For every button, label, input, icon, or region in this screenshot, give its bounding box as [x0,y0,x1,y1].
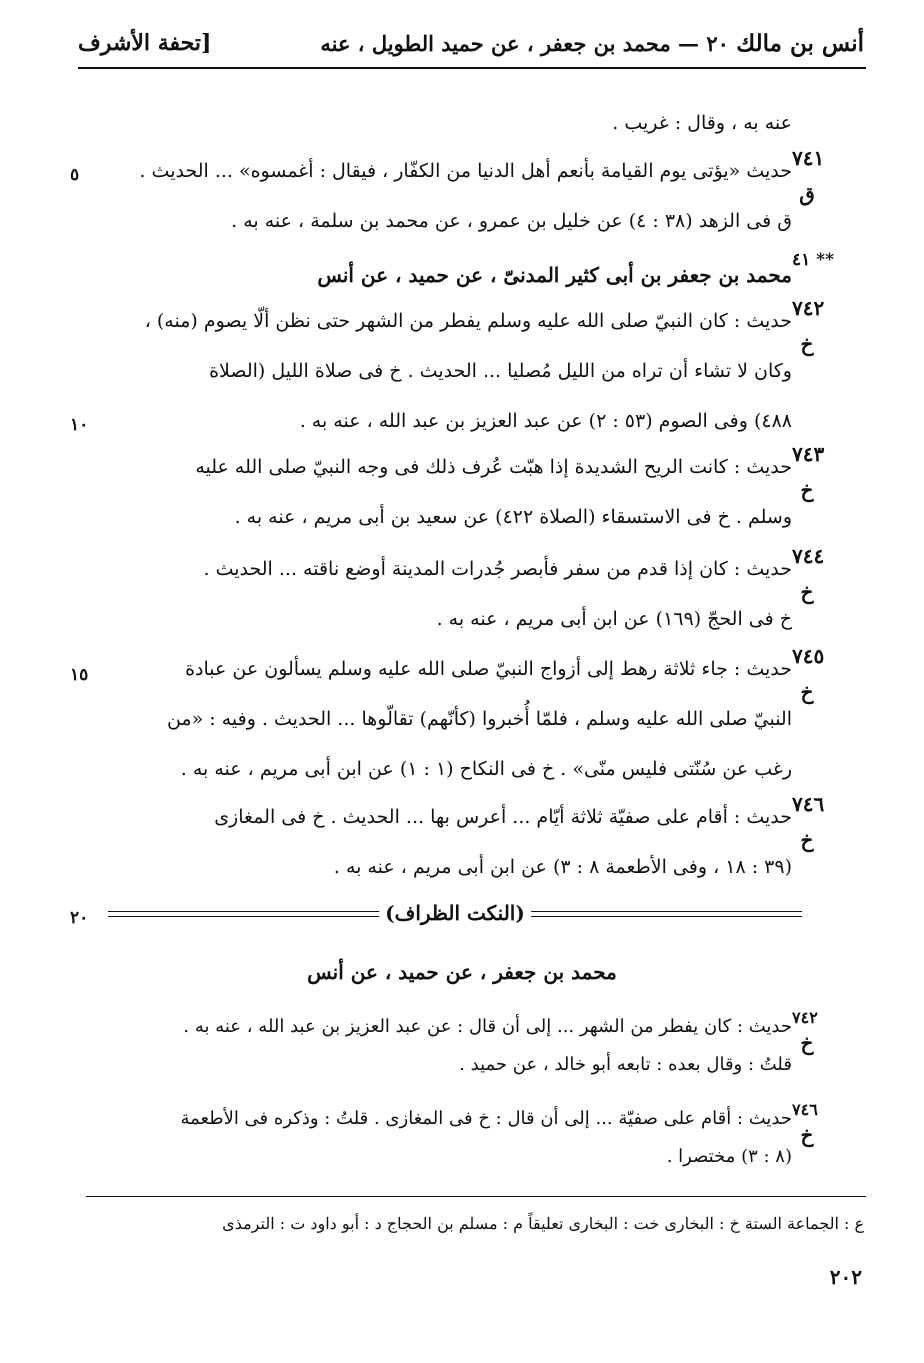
header-rule [78,67,866,69]
entry-code: ق [799,182,815,206]
entry-line: (٣٩ : ١٨ ، وفى الأطعمة ٨ : ٣) عن ابن أبى مريم ، عنه به . [333,856,792,878]
margin-line-number: ٢٠ [70,908,89,928]
entry-line: قلتُ : وقال بعده : تابعه أبو خالد ، عن حميد . [459,1054,792,1075]
header-collection: [تحفة الأشرف [78,30,212,56]
page-number: ٢٠٢ [829,1265,862,1289]
entry-line: النبيّ صلى الله عليه وسلم ، فلمّا أُخبروا (كأنّهم) تقالّوها ... الحديث . وفيه : «من [166,708,792,730]
entry-line: حديث «يؤتى يوم القيامة بأنعم أهل الدنيا من الكفّار ، فيقال : أغمسوه» ... الحديث . [139,160,792,182]
header-right: أنس بن مالك ٢٠ — محمد بن جعفر ، عن حميد الطويل ، عنه [320,29,864,57]
entry-code: خ [800,580,814,604]
entry-line: حديث : كان يفطر من الشهر ... إلى أن قال : عن عبد العزيز بن عبد الله ، عنه به . [183,1016,792,1037]
entry-line: خ فى الحجّ (١٦٩) عن ابن أبى مريم ، عنه به . [436,608,792,630]
entry-line: وكان لا تشاء أن تراه من الليل مُصليا ... الحديث . خ فى صلاة الليل (الصلاة [209,360,792,382]
entry-line: حديث : أقام على صفيّة ثلاثة أيّام ... أعرس بها ... الحديث . خ فى المغازى [214,806,792,828]
entry-code: خ [800,1031,814,1055]
header-book: أنس بن مالك [736,29,864,57]
header-number: ٢٠ [706,30,729,56]
section-divider [108,903,802,931]
intro-line: عنه به ، وقال : غريب . [612,112,792,134]
entry-code: خ [800,828,814,852]
nukat-subhead: محمد بن جعفر ، عن حميد ، عن أنس [307,960,617,984]
entry-number: ٧٤٦ خ [792,1100,862,1147]
entry-line: حديث : كان النبيّ صلى الله عليه وسلم يفطر من الشهر حتى نظن ألّا يصوم (منه) ، [144,310,792,332]
abbreviation-key: ع : الجماعة الستة خ : البخارى خت : البخارى تعليقاً م : مسلم بن الحجاج د : أبو داود ت : الترمذى [222,1214,864,1233]
footer-rule [86,1196,866,1197]
entry-line: حديث : أقام على صفيّة ... إلى أن قال : خ فى المغازى . قلتُ : وذكره فى الأطعمة [180,1108,792,1129]
entry-number: ٧٤٢ خ [792,1008,862,1055]
entry-line: (٨ : ٣) مختصرا . [666,1146,792,1167]
margin-line-number: ١٥ [70,665,89,685]
entry-line: حديث : جاء ثلاثة رهط إلى أزواج النبيّ صلى الله عليه وسلم يسألون عن عبادة [185,658,792,680]
running-header [78,22,864,64]
entry-number: ٧٤١ ق [792,146,825,206]
entry-number: ٧٤٣ خ [792,442,825,502]
margin-line-number: ٥ [70,165,80,185]
entry-line: حديث : كانت الريح الشديدة إذا هبّت عُرف ذلك فى وجه النبيّ صلى الله عليه [195,456,792,478]
entry-line: ٤٨٨) وفى الصوم (٥٣ : ٢) عن عبد العزيز بن عبد الله ، عنه به . [299,410,792,432]
entry-number: ٧٤٥ خ [792,644,825,704]
margin-line-number: ١٠ [70,415,89,435]
divider-title: (النكت الظراف) [379,901,531,925]
entry-number: ٧٤٤ خ [792,544,825,604]
header-chain: محمد بن جعفر ، عن حميد الطويل ، عنه [320,30,671,56]
entry-number: ٧٤٢ خ [792,296,825,356]
entry-line: رغب عن سُنّتى فليس منّى» . خ فى النكاح (١ : ١) عن ابن أبى مريم ، عنه به . [180,758,792,780]
entry-line: وسلم . خ فى الاستسقاء (الصلاة ٤٢٢) عن سعيد بن أبى مريم ، عنه به . [234,506,792,528]
entry-code: خ [800,332,814,356]
section-number: ٤١ ** [792,250,834,270]
entry-line: ق فى الزهد (٣٨ : ٤) عن خليل بن عمرو ، عن محمد بن سلمة ، عنه به . [231,210,792,232]
entry-code: خ [800,1123,814,1147]
entry-code: خ [800,478,814,502]
entry-code: خ [800,680,814,704]
section-title: محمد بن جعفر بن أبى كثير المدنىّ ، عن حميد ، عن أنس [317,263,792,287]
entry-line: حديث : كان إذا قدم من سفر فأبصر جُدرات المدينة أوضع ناقته ... الحديث . [203,558,792,580]
entry-number: ٧٤٦ خ [792,792,825,852]
